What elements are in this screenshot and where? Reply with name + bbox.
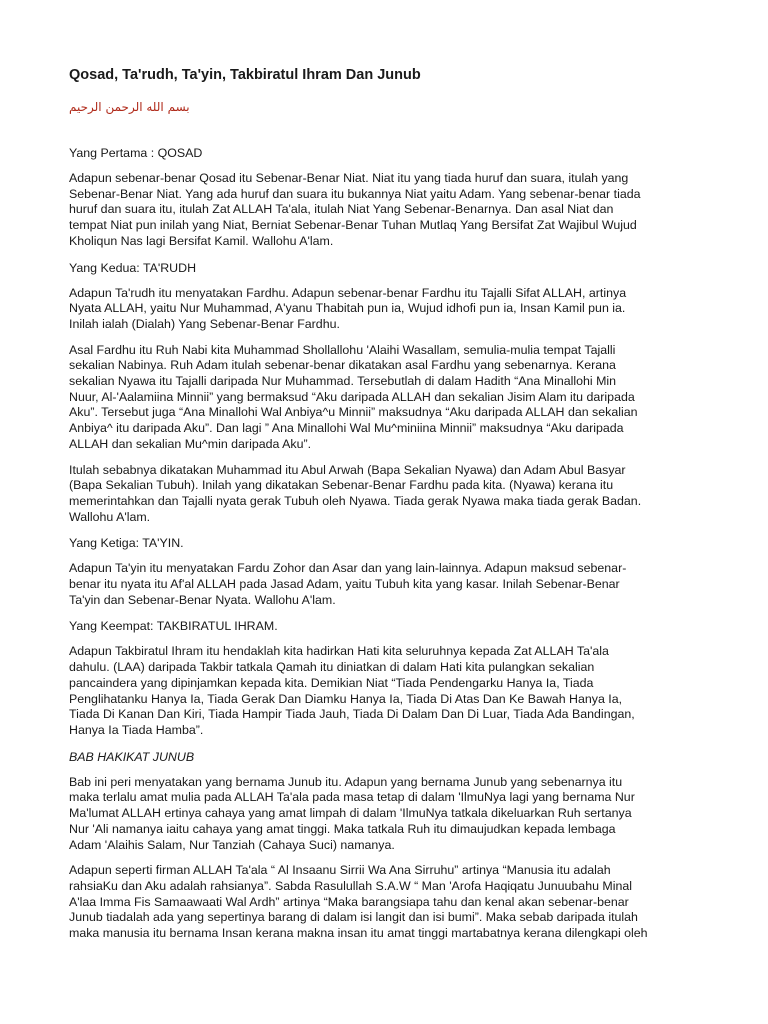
paragraph: Adapun seperti firman ALLAH Ta'ala “ Al Insaanu Sirrii Wa Ana Sirruhu” artinya “Manusia itu adalah rahsiaKu dan Aku adalah rahsianya”. Sabda Rasulullah S.A.W “ Man 'Arofa Haqiqatu Junuubahu Minal A'laa Imma Fis Samaawaati Wal Ardh” artinya “Maka barangsiapa tahu dan kenal akan sebenar-benar Junub tiadalah ada yang sepertinya barang di dalam isi langit dan isi bumi”. Maka sebab daripada itulah maka manusia itu bernama Insan kerana makna insan itu amat tinggi martabatnya kerana dilengkapi oleh <box>69 863 648 941</box>
section-heading: BAB HAKIKAT JUNUB <box>69 749 195 764</box>
paragraph: Adapun sebenar-benar Qosad itu Sebenar-Benar Niat. Niat itu yang tiada huruf dan suara, itulah yang Sebenar-Benar Niat. Yang ada huruf dan suara itu bukannya Niat yaitu Adam. Yang sebenar-benar tiada huruf dan suara itu, itulah Zat ALLAH Ta'ala, itulah Niat Yang Sebenar-Benarnya. Dan asal Niat dan tempat Niat pun inilah yang Niat, Berniat Sebenar-Benar Tuhan Mutlaq Yang Bersifat Zat Wajibul Wujud Kholiqun Nas lagi Bersifat Kamil. Wallohu A'lam. <box>69 171 641 248</box>
document-body <box>69 145 698 942</box>
paragraph: Bab ini peri menyatakan yang bernama Junub itu. Adapun yang bernama Junub yang sebenarnya itu maka terlalu amat mulia pada ALLAH Ta'ala pada masa tetap di dalam 'IlmuNya lagi yang bernama Nur Ma'lumat ALLAH ertinya cahaya yang amat limpah di dalam 'IlmuNya tatkala dikeluarkan Ruh sertanya Nur 'Ali namanya iaitu cahaya yang amat tinggi. Maka tatkala Ruh itu dimaujudkan kepada lembaga Adam 'Alaihis Salam, Nur Tanziah (Cahaya Suci) namanya. <box>69 774 635 852</box>
paragraph: Itulah sebabnya dikatakan Muhammad itu Abul Arwah (Bapa Sekalian Nyawa) dan Adam Abul Basyar (Bapa Sekalian Tubuh). Inilah yang dikatakan Sebenar-Benar Fardhu pada kita. (Nyawa) kerana itu memerintahkan dan Tajalli nyata gerak Tubuh oleh Nyawa. Tiada gerak Nyawa maka tiada gerak Badan. Wallohu A'lam. <box>69 462 642 524</box>
section-heading: Yang Kedua: TA'RUDH <box>69 260 197 275</box>
section-heading: Yang Ketiga: TA'YIN. <box>69 536 184 551</box>
basmala-text: بسم الله الرحمن الرحيم <box>69 100 190 114</box>
paragraph: Adapun Takbiratul Ihram itu hendaklah kita hadirkan Hati kita seluruhnya kepada Zat ALLAH Ta'ala dahulu. (LAA) daripada Takbir tatkala Qamah itu diniatkan di dalam Hati kita pulangkan sekalian pancaindera yang dipinjamkan kepada kita. Demikian Niat “Tiada Pendengarku Hanya Ia, Tiada Penglihatanku Hanya Ia, Tiada Gerak Dan Diamku Hanya Ia, Tiada Di Atas Dan Ke Bawah Hanya Ia, Tiada Di Kanan Dan Kiri, Tiada Hampir Tiada Jauh, Tiada Di Dalam Dan Di Luar, Tiada Ada Bandingan, Hanya Ia Tiada Hamba”. <box>69 644 635 737</box>
paragraph: Asal Fardhu itu Ruh Nabi kita Muhammad Shollallohu 'Alaihi Wasallam, semulia-mulia tempat Tajalli sekalian Nabinya. Ruh Adam itulah sebenar-benar dikatakan asal Fardhu yang sebenarnya. Kerana sekalian Nyawa itu Tajalli daripada Nur Muhammad. Tersebutlah di dalam Hadith “Ana Minallohi Min Nuur, Al-'Aalamiina Minnii” yang bermaksud “Aku daripada ALLAH dan sekalian Jisim Alam itu daripada Aku”. Tersebut juga “Ana Minallohi Wal Anbiya^u Minnii” maksudnya “Aku daripada ALLAH dan sekalian Anbiya^ itu daripada Aku”. Dan lagi ” Ana Minallohi Wal Mu^miniina Minnii” maksudnya “Aku daripada ALLAH dan sekalian Mu^min daripada Aku”. <box>69 342 638 451</box>
section-heading: Yang Keempat: TAKBIRATUL IHRAM. <box>69 619 278 634</box>
section-heading: Yang Pertama : QOSAD <box>69 146 203 160</box>
document-title: Qosad, Ta'rudh, Ta'yin, Takbiratul Ihram Dan Junub <box>69 67 421 83</box>
paragraph: Adapun Ta'rudh itu menyatakan Fardhu. Adapun sebenar-benar Fardhu itu Tajalli Sifat ALLAH, artinya Nyata ALLAH, yaitu Nur Muhammad, A'yanu Thabitah pun ia, Wujud idhofi pun ia, Insan Kamil pun ia. Inilah ialah (Dialah) Yang Sebenar-Benar Fardhu. <box>69 285 627 331</box>
paragraph: Adapun Ta'yin itu menyatakan Fardu Zohor dan Asar dan yang lain-lainnya. Adapun maksud sebenar- benar itu nyata itu Af'al ALLAH pada Jasad Adam, yaitu Tubuh kita yang kasar. Inilah Sebenar-Benar Ta'yin dan Sebenar-Benar Nyata. Wallohu A'lam. <box>69 561 627 607</box>
